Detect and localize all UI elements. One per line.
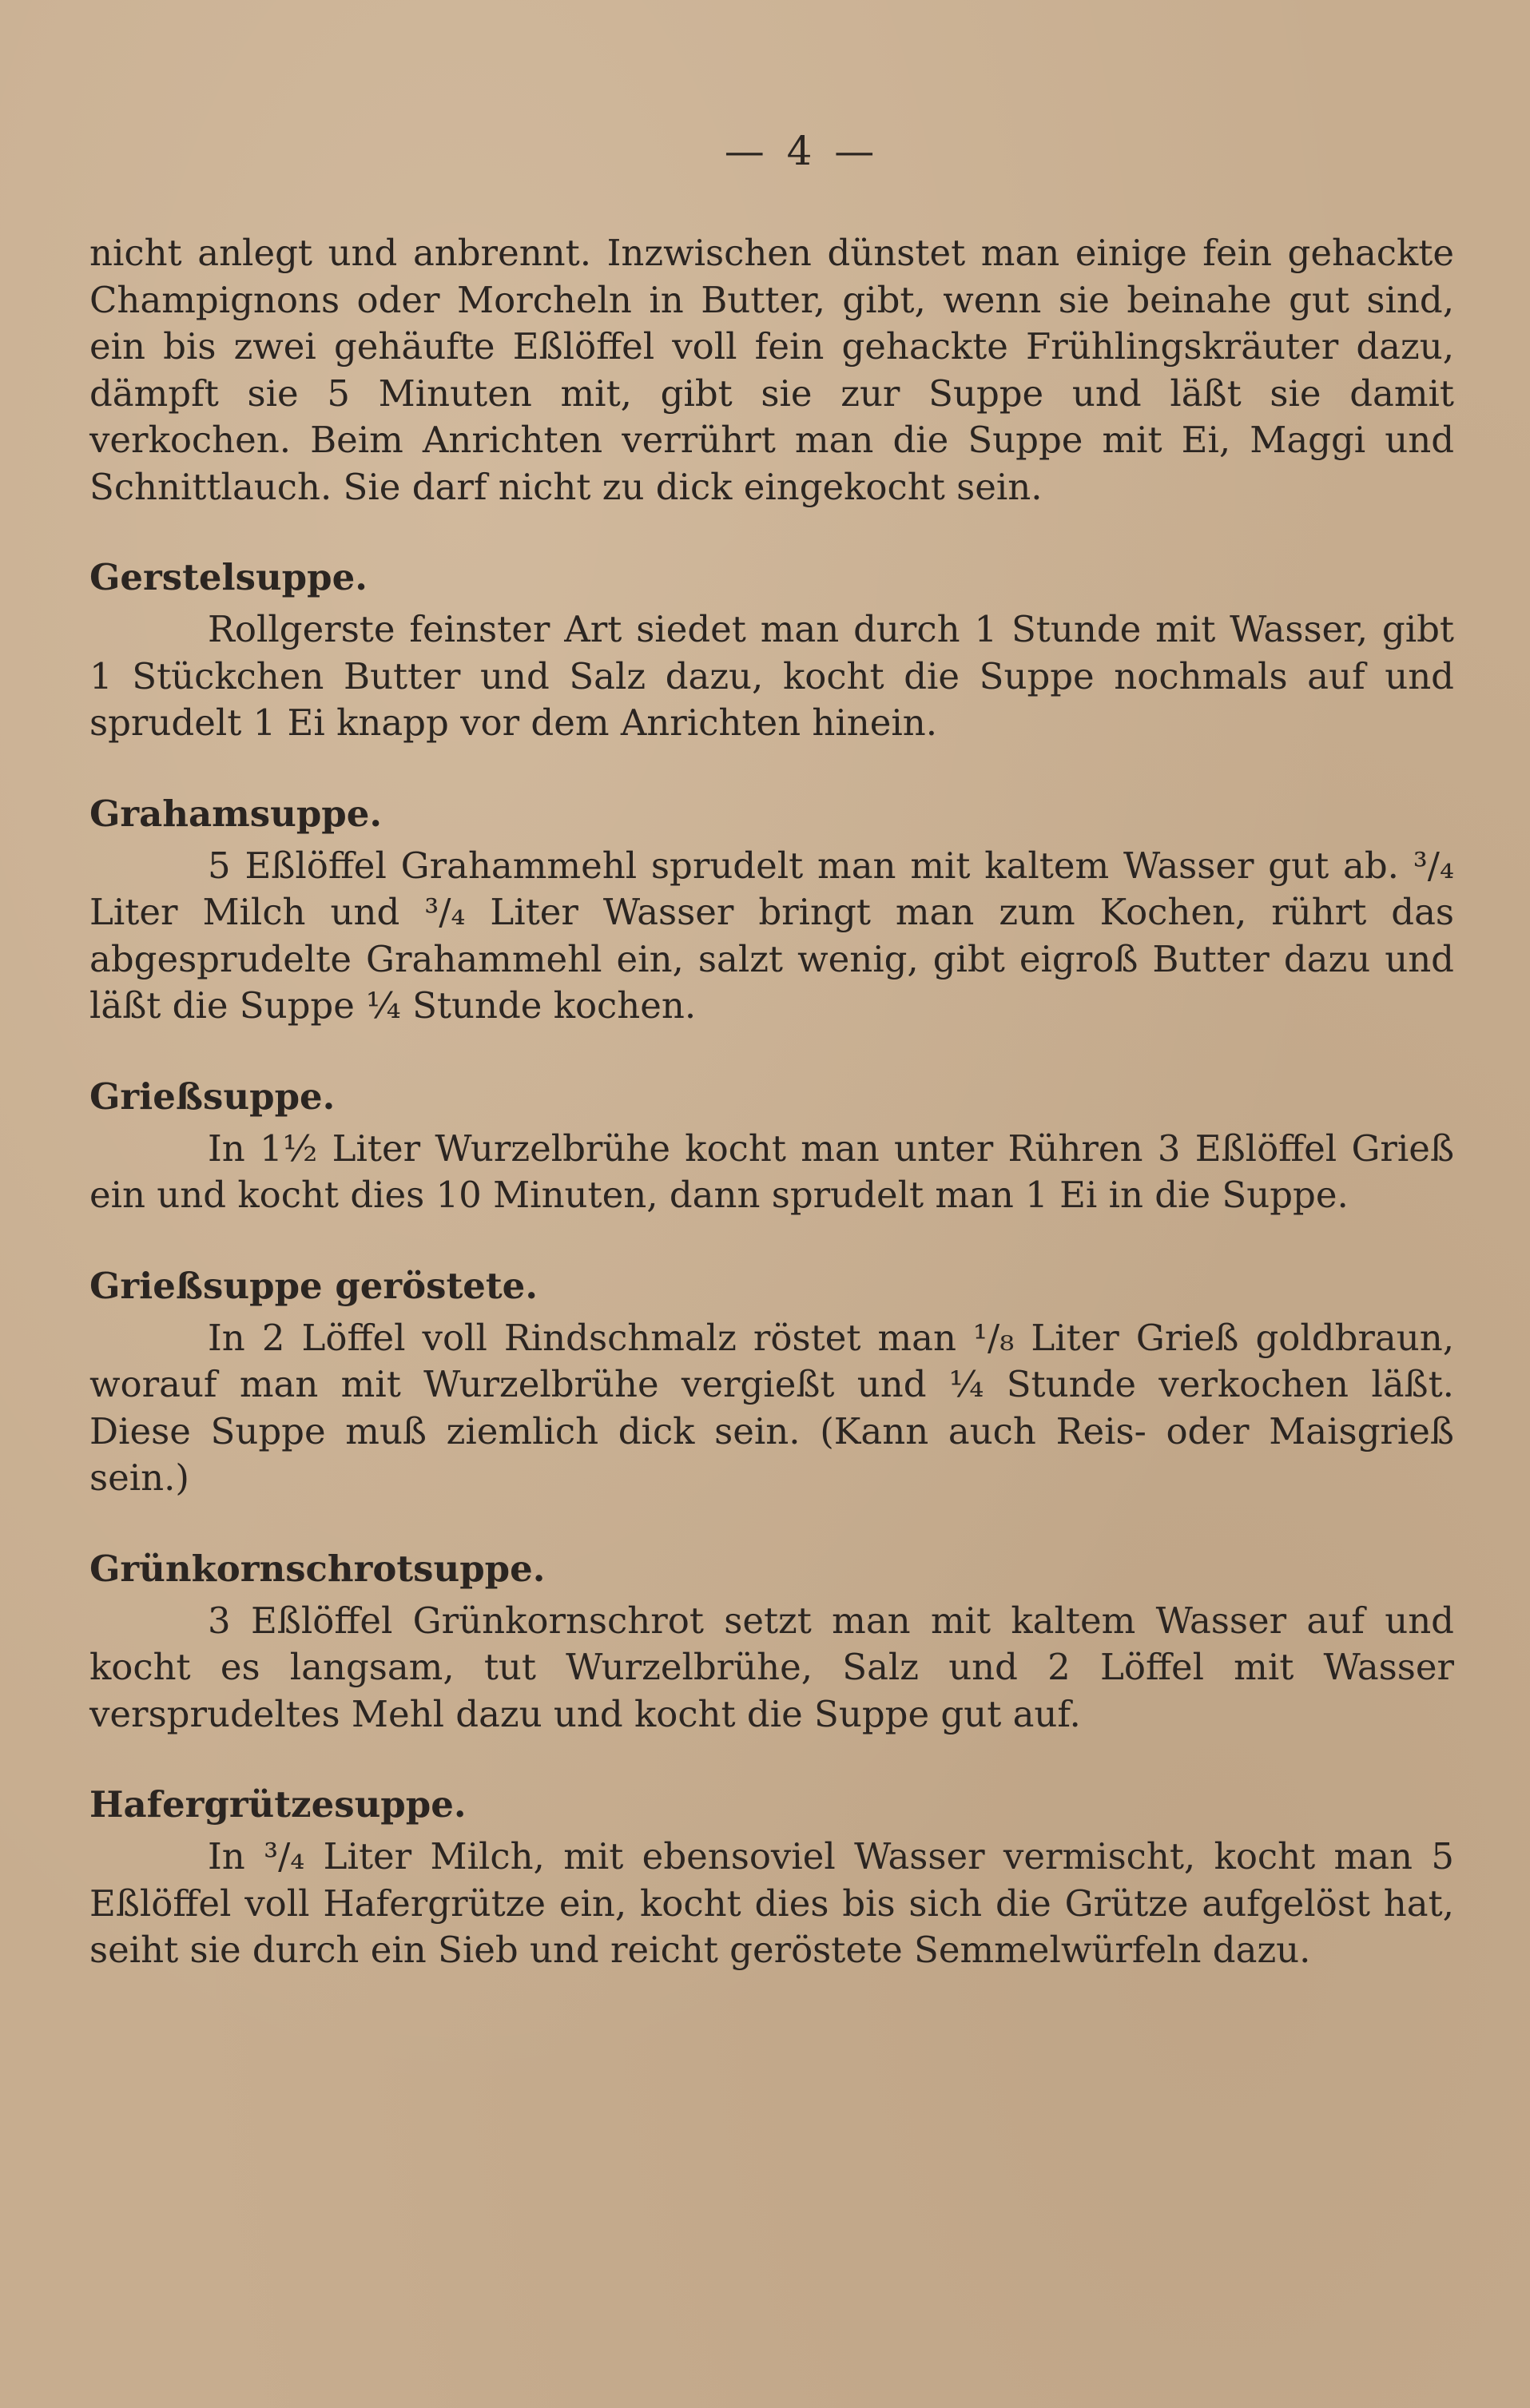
recipe-grahamsuppe bbox=[89, 789, 1454, 1030]
recipe-griesssuppe bbox=[89, 1071, 1454, 1219]
recipe-text: 3 Eßlöffel Grünkornschrot setzt man mit kaltem Wasser auf und kocht es langsam, tut Wurzelbrühe, Salz und 2 Löffel mit Wasser versprudeltes Mehl dazu und kocht die Suppe gut auf. bbox=[89, 1599, 1454, 1735]
recipe-text: Rollgerste feinster Art siedet man durch 1 Stunde mit Wasser, gibt 1 Stückchen Butter und Salz dazu, kocht die Suppe nochmals auf und sprudelt 1 Ei knapp vor dem Anrichten hinein. bbox=[89, 608, 1454, 744]
recipe-text: 5 Eßlöffel Grahammehl sprudelt man mit kaltem Wasser gut ab. ³/₄ Liter Milch und ³/₄ Liter Wasser bringt man zum Kochen, rührt das abgesprudelte Grahammehl ein, salzt wenig, gibt eigroß Butter dazu und läßt die Suppe ¼ Stunde kochen. bbox=[89, 844, 1454, 1027]
recipe-title: Grießsuppe. bbox=[89, 1075, 336, 1118]
recipe-hafergruetzesuppe bbox=[89, 1779, 1454, 1974]
recipe-gerstelsuppe bbox=[89, 552, 1454, 747]
recipe-title: Grahamsuppe. bbox=[89, 792, 383, 835]
recipe-text: In ³/₄ Liter Milch, mit ebensoviel Wasser vermischt, kocht man 5 Eßlöffel voll Hafergrütze ein, kocht dies bis sich die Grütze aufgelöst hat, seiht sie durch ein Sieb und reicht geröstete Semmelwürfeln dazu. bbox=[89, 1835, 1454, 1971]
recipe-text: In 2 Löffel voll Rindschmalz röstet man ¹/₈ Liter Grieß goldbraun, worauf man mit Wurzelbrühe vergießt und ¼ Stunde verkochen läßt. Diese Suppe muß ziemlich dick sein. (Kann auch Reis- oder Maisgrieß sein.) bbox=[89, 1316, 1454, 1499]
recipe-gruenkornschrotsuppe bbox=[89, 1544, 1454, 1738]
recipe-title: Hafergrützesuppe. bbox=[89, 1783, 467, 1826]
recipe-title: Gerstelsuppe. bbox=[89, 556, 368, 598]
recipe-griesssuppe-geroestete bbox=[89, 1261, 1454, 1502]
recipe-title: Grünkornschrotsuppe. bbox=[89, 1547, 546, 1590]
recipe-text: In 1½ Liter Wurzelbrühe kocht man unter Rühren 3 Eßlöffel Grieß ein und kocht dies 10 Minuten, dann sprudelt man 1 Ei in die Suppe. bbox=[89, 1127, 1454, 1216]
page-number: — 4 — bbox=[724, 128, 880, 174]
recipe-title: Grießsuppe geröstete. bbox=[89, 1264, 538, 1307]
continued-paragraph: nicht anlegt und anbrennt. Inzwischen dünstet man einige fein gehackte Champignons oder Morcheln in Butter, gibt, wenn sie beinahe gut sind, ein bis zwei gehäufte Eßlöffel voll fein gehackte Frühlingskräuter dazu, dämpft sie 5 Minuten mit, gibt sie zur Suppe und läßt sie damit verkochen. Beim Anrichten verrührt man die Suppe mit Ei, Maggi und Schnittlauch. Sie darf nicht zu dick eingekocht sein. bbox=[89, 232, 1454, 508]
